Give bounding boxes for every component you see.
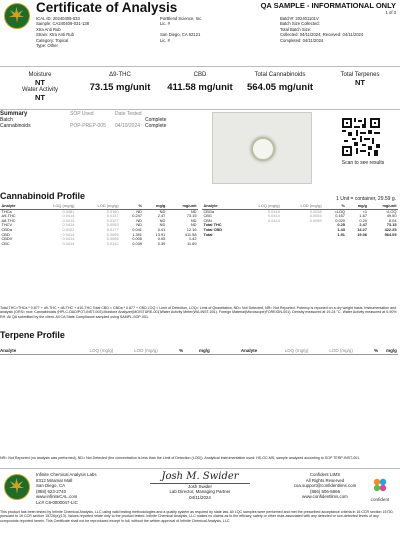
table-row: Δ9-THC 0.0414 0.0137 0.247 2.47 73.15	[1, 213, 197, 219]
summary-title: Summary	[0, 111, 28, 117]
footer-disclaimer: NR= Not Reported (no analysis was performed), ND= Not Detected (the concentration is less than the Limit of Detection (LOD)). Analytical instrumentation used: HS-GC-MS; sample analyzed according to SOP TERP-INST-001.	[0, 456, 361, 460]
table-row: Δ8-THC 0.0414 0.0127 ND ND ND	[1, 217, 197, 223]
client-info: PurBlend Science, Inc. Lic. # San Diego, CA 92121 Lic. #	[160, 16, 203, 43]
qr-code-icon	[342, 118, 380, 156]
unit-note: 1 Unit = container, 29.59 g.	[336, 196, 396, 202]
signature: Josh M. Swider Josh Swider Lab Director, Managing Partner 04/11/2024	[150, 471, 250, 500]
summary-col-date: Date Tested	[115, 111, 142, 117]
table-row: Total THC 0.25 2.47 73.15	[203, 222, 397, 228]
table-row: THCV 0.0414 0.0053 ND ND ND	[1, 222, 197, 228]
divider	[0, 468, 400, 469]
leaf-icon	[5, 4, 28, 27]
footer-logo	[4, 474, 30, 500]
page-number: 1 of 3	[385, 10, 396, 15]
lab-contact: Infinite Chemical Analysis Labs 8312 Miramar Mall San Diego, CA (858) 623-2740 www.infiniteCAL.com Lic# C8-0000047-LIC	[36, 472, 97, 505]
cannabinoid-footnote: Total THC=THCa * 0.877 + d9-THC + d8-THC + d10-THC Total CBD = CBDa * 0.877 + CBD LOQ = Limit of Detection, LOQ= Limit of Quantitation, ND= Not Detected, NR= Not Reported. Potency is reported on a dry weight basis. Instrumentation and analysis (ORS= root: Cannabinoids (HPLC-DAD/POT-INST-003).Moisture Analyzer(MOISTURE-001)Water Activity Meter(WA-INST-001). Foreign Material(Microscope)FOREIGN-001). Density measured at 19-24 °C. Water Activity measured at 0-90% RH. All QA submitted by the client. All CA State Compliance sampled using SAMPL-SOP-001.	[0, 306, 397, 319]
summary-section	[0, 111, 200, 129]
summary-row: Cannabinoids POP-PREP-005 04/10/2024 Complete	[0, 123, 167, 129]
summary-row: Batch Complete	[0, 117, 167, 123]
page-title: Certificate of Analysis	[36, 0, 178, 15]
table-row: CBGa 0.0418 0.0038 <LOQ <1 <LOQ	[203, 208, 397, 214]
table-row: THCa 0.0481 0.0160 ND ND ND	[1, 208, 197, 214]
product-photo	[212, 112, 312, 184]
qr-caption: Scan to see results	[341, 160, 385, 166]
leaf-icon	[5, 475, 28, 498]
summary-col-sop: SOP Used	[70, 111, 94, 117]
terpene-table: Analyte LOQ (mg/g) LOD (mg/g) % mg/g Analyte LOQ (mg/g) LOD (mg/g) % mg/g	[0, 348, 397, 353]
table-row: Total CBD 1.43 14.27 422.25	[203, 226, 397, 232]
batch-info: Batch#: 202401101V Batch Size Collected: Total Batch Size: Collected: 04/11/2024; Received: 04/11/2024 Completed: 04/11/2024	[280, 16, 364, 43]
qr-code[interactable]	[342, 118, 380, 156]
table-row: CBC 0.0414 0.0142 0.039 0.39 11.69	[1, 240, 197, 246]
metric-thc: Δ9-THC 73.15 mg/unit	[89, 72, 151, 93]
table-row: CBG 0.0414 0.0054 0.167 1.67 49.50	[203, 213, 397, 219]
table-row: CBDV 0.0414 0.0065 0.005 0.05 1.42	[1, 236, 197, 242]
lab-logo	[4, 3, 30, 29]
confident-info: Confident LIMS All Rights Reserved coa.support@confidentlims.com (866) 506-5866 www.confidentlims.com	[293, 472, 357, 500]
metric-total-cannabinoids: Total Cannabinoids 564.05 mg/unit	[247, 72, 313, 93]
confident-logo: confident	[364, 478, 396, 502]
cannabinoid-title: Cannabinoid Profile	[0, 191, 86, 201]
metric-moisture: Moisture NT Water Activity NT	[21, 72, 59, 102]
confident-logo-icon	[373, 478, 387, 492]
cannabinoid-table-left: Analyte LOQ (mg/g) LOD (mg/g) % mg/g mg/unit THCa 0.0481 0.0160 ND ND ND Δ9-THC 0.0414 0.0137 0.247 2.47 73.15 Δ8-THC 0.0414 0.0127 ND ND ND THCV 0.0414 0.0053 ND ND ND CBDa 0.0102 0.0177 0.041 0.41 12.16 CBD 0.0414 0.0055 1.391 13.91 411.58 CBDV 0.0414 0.0065 0.005 0.05 1.42 CBC 0.0414 0.0142 0.039 0.39 11.69	[1, 203, 197, 246]
terpene-title: Terpene Profile	[0, 330, 65, 340]
legal-text: This product has been tested by Infinite Chemical Analysis, LLC using valid testing methodologies and a quality system as required by state law. All LQC samples were performed and met the prescribed acceptance criteria in 16 CCR section 15730, pursuant to 16 CCR section 15726(e)(13). Values reported relate only to the product tested. Infinite Chemical Analysis, LLC makes no claims as to the efficacy, safety or other risks associated with any detected or non-detected levels of any compounds reported herein. This Certificate shall not be reproduced except in full, without the written approval of Infinite Chemical Analysis, LLC.	[0, 510, 394, 523]
cannabinoid-table-right: Analyte LOQ (mg/g) LOD (mg/g) % mg/g mg/unit CBGa 0.0418 0.0038 <LOQ <1 <LOQ CBG 0.0414 0.0054 0.167 1.67 49.50 CBN 0.0414 0.0089 0.020 0.20 6.04 Total THC 0.25 2.47 73.15 Total CBD 1.43 14.27 422.25 Total 1.91 19.06 564.05	[203, 203, 397, 237]
table-row: Total 1.91 19.06 564.05	[203, 231, 397, 237]
metric-cbd: CBD 411.58 mg/unit	[167, 72, 233, 93]
table-row: CBDa 0.0102 0.0177 0.041 0.41 12.16	[1, 226, 197, 232]
table-row: CBD 0.0414 0.0055 1.391 13.91 411.58	[1, 231, 197, 237]
divider	[0, 109, 400, 110]
divider	[0, 66, 400, 67]
metric-total-terpenes: Total Terpenes NT	[340, 72, 380, 87]
table-row: CBN 0.0414 0.0089 0.020 0.20 6.04	[203, 217, 397, 223]
qa-label: QA SAMPLE - INFORMATIONAL ONLY	[260, 1, 396, 10]
sample-info: ICAL ID: 20240409-033 Sample: CA240409-031-138 Xtra Anti Rub Strain: Xtra Anti Rub Category: Topical Type: Other	[36, 16, 90, 49]
